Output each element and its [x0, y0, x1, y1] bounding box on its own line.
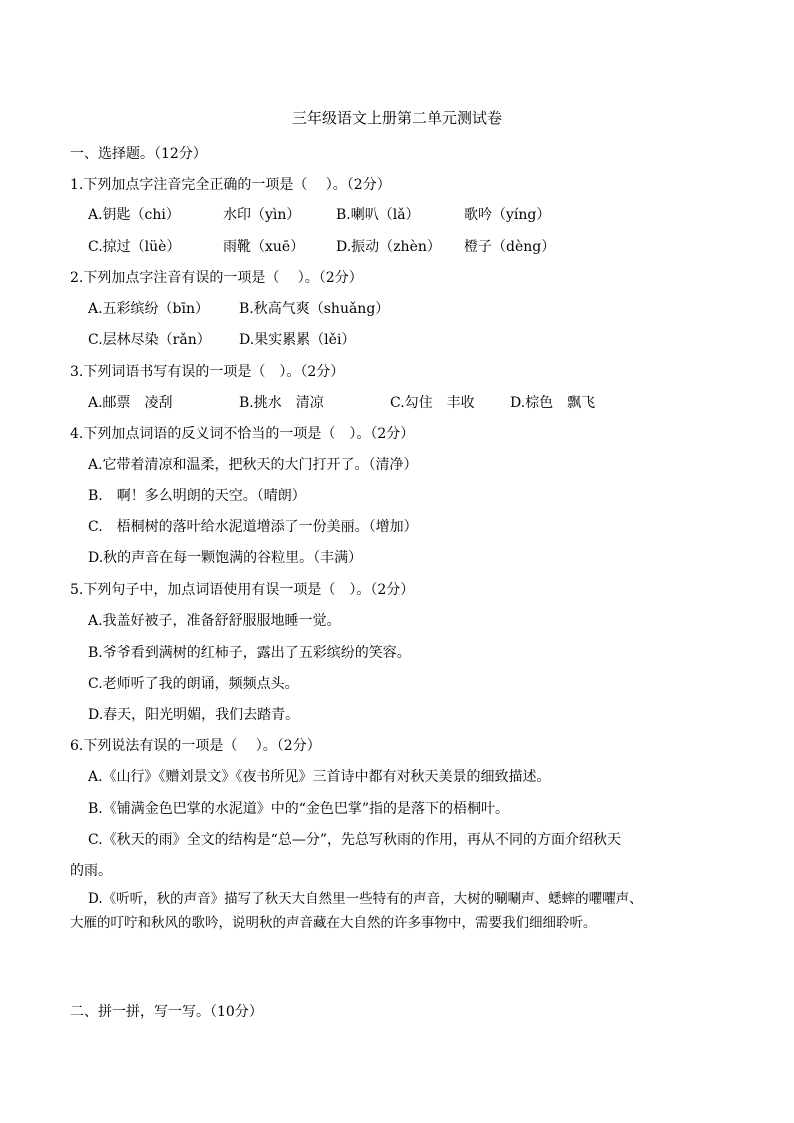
q6-option-d-line1: D.《听听，秋的声音》描写了秋天大自然里一些特有的声音，大树的唰唰声、蟋蟀的㘗㘗声、 [88, 891, 643, 907]
q2-stem: 2.下列加点字注音有误的一项是（ ）。（2分） [70, 270, 363, 286]
q6-option-c-line1: C.《秋天的雨》全文的结构是“总—分”，先总写秋雨的作用，再从不同的方面介绍秋天 [88, 832, 621, 848]
q4-option-c: C. 梧桐树的落叶给水泥道增添了一份美丽。（增加） [88, 519, 418, 535]
q6-option-b: B.《铺满金色巴掌的水泥道》中的“金色巴掌”指的是落下的梧桐叶。 [88, 801, 510, 817]
section1-heading: 一、选择题。（12分） [70, 146, 207, 162]
q6-option-d-line2: 大雁的叮咛和秋风的歌吟，说明秋的声音藏在大自然的许多事物中，需要我们细细聆听。 [70, 915, 597, 931]
q5-option-d: D.春天，阳光明媚，我们去踏青。 [88, 707, 300, 723]
section2-heading: 二、拼一拼，写一写。（10分） [70, 1004, 263, 1020]
q1-option-c-part2: 雨靴（xuē） [223, 239, 305, 255]
q1-stem: 1.下列加点字注音完全正确的一项是（ ）。（2分） [70, 177, 391, 193]
q1-option-a-part1: A.钥匙（chi） [88, 207, 180, 223]
q2-option-d: D.果实累累（lěi） [239, 332, 356, 348]
q2-option-c: C.层林尽染（rǎn） [88, 332, 211, 348]
q3-option-b: B.挑水 清凉 [239, 395, 324, 411]
page-title: 三年级语文上册第二单元测试卷 [291, 109, 502, 127]
q5-option-b: B.爷爷看到满树的红柿子，露出了五彩缤纷的笑容。 [88, 645, 411, 661]
q1-option-d-part1: D.振动（zhèn） [336, 239, 441, 255]
q6-option-a: A.《山行》《赠刘景文》《夜书所见》三首诗中都有对秋天美景的细致描述。 [88, 769, 551, 785]
q6-stem: 6.下列说法有误的一项是（ ）。（2分） [70, 738, 321, 754]
q1-option-b-part2: 歌吟（yíng） [464, 207, 551, 223]
q4-option-b: B. 啊！多么明朗的天空。（晴朗） [88, 488, 306, 504]
q4-stem: 4.下列加点词语的反义词不恰当的一项是（ ）。（2分） [70, 426, 415, 442]
q6-option-c-line2: 的雨。 [70, 863, 112, 879]
q4-option-d: D.秋的声音在每一颗饱满的谷粒里。（丰满） [88, 550, 363, 566]
q2-option-a: A.五彩缤纷（bīn） [88, 301, 210, 317]
q5-stem: 5.下列句子中，加点词语使用有误一项是（ ）。（2分） [70, 582, 415, 598]
q3-option-c: C.勾住 丰收 [390, 395, 475, 411]
q1-option-d-part2: 橙子（dèng） [464, 239, 556, 255]
q3-stem: 3.下列词语书写有误的一项是（ ）。（2分） [70, 364, 345, 380]
q5-option-a: A.我盖好被子，准备舒舒服服地睡一觉。 [88, 613, 341, 629]
q3-option-d: D.棕色 飘飞 [510, 395, 596, 411]
q1-option-a-part2: 水印（yìn） [223, 207, 301, 223]
q1-option-b-part1: B.喇叭（lǎ） [336, 207, 420, 223]
q2-option-b: B.秋高气爽（shuǎng） [239, 301, 390, 317]
q1-option-c-part1: C.掠过（lüè） [88, 239, 181, 255]
q3-option-a: A.邮票 凌刮 [88, 395, 173, 411]
q5-option-c: C.老师听了我的朗诵，频频点头。 [88, 676, 299, 692]
q4-option-a: A.它带着清凉和温柔，把秋天的大门打开了。（清净） [88, 457, 418, 473]
